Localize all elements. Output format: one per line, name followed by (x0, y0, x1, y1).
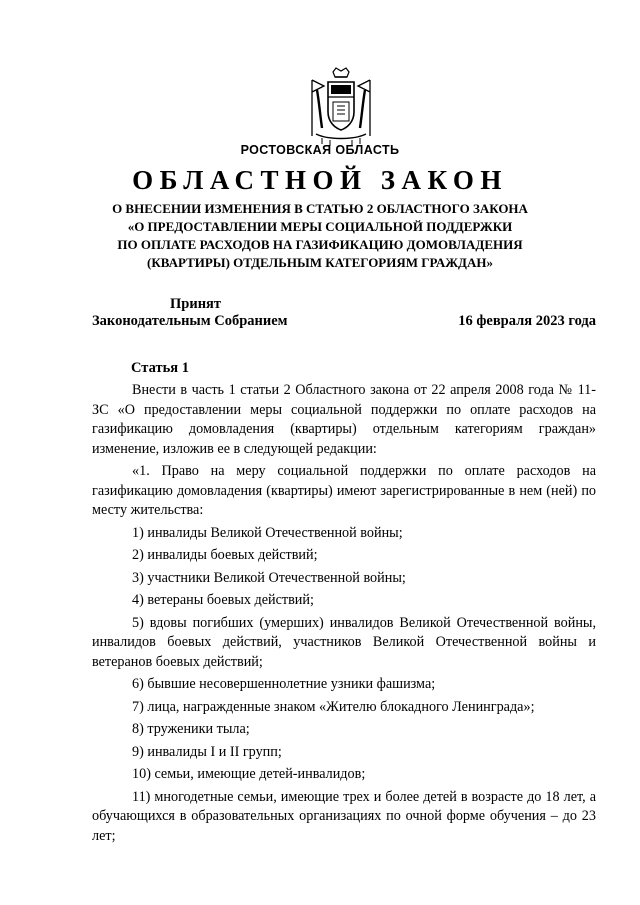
list-item: 1) инвалиды Великой Отечественной войны; (132, 524, 403, 541)
paragraph: «1. Право на меру социальной поддержки по оплате расходов на газификацию домовладения (квартиры) имеют зарегистрированные в нем (ней) по месту жительства: (92, 463, 596, 518)
subtitle-line: ПО ОПЛАТЕ РАСХОДОВ НА ГАЗИФИКАЦИЮ ДОМОВЛАДЕНИЯ (117, 237, 523, 252)
coat-of-arms-icon (300, 66, 382, 148)
subtitle-line: О ВНЕСЕНИИ ИЗМЕНЕНИЯ В СТАТЬЮ 2 ОБЛАСТНОГО ЗАКОНА (112, 201, 528, 216)
adoption-date: 16 февраля 2023 года (458, 313, 596, 329)
article-body (92, 381, 596, 849)
list-item: 8) труженики тыла; (132, 721, 250, 737)
list-item: 2) инвалиды боевых действий; (132, 547, 318, 563)
list-item: 9) инвалиды I и II групп; (132, 743, 282, 760)
adopted-label: Принят (170, 296, 222, 312)
law-title: ОБЛАСТНОЙ ЗАКОН (132, 165, 508, 195)
paragraph: Внести в часть 1 статьи 2 Областного закона от 22 апреля 2008 года № 11-ЗС «О предоставлении меры социальной поддержки по оплате расходов на газификацию домовладения (квартиры) отдельным категориям граждан» изменение, изложив ее в следующей редакции: (92, 382, 596, 457)
list-item: 3) участники Великой Отечественной войны; (132, 569, 406, 586)
list-item: 4) ветераны боевых действий; (132, 592, 314, 608)
list-item: 11) многодетные семьи, имеющие трех и более детей в возрасте до 18 лет, а обучающихся в образовательных организациях по очной форме обучения – до 23 лет; (92, 788, 596, 844)
subtitle-line: «О ПРЕДОСТАВЛЕНИИ МЕРЫ СОЦИАЛЬНОЙ ПОДДЕРЖКИ (127, 219, 513, 234)
article-heading: Статья 1 (131, 360, 189, 376)
adopted-by: Законодательным Собранием (92, 313, 288, 329)
list-item: 6) бывшие несовершеннолетние узники фашизма; (132, 676, 436, 692)
list-item: 7) лица, награжденные знаком «Жителю блокадного Ленинграда»; (132, 698, 535, 715)
law-subtitle (0, 200, 640, 272)
list-item: 5) вдовы погибших (умерших) инвалидов Великой Отечественной войны, инвалидов боевых действий, участников Великой Отечественной войны и ветеранов боевых действий; (92, 614, 596, 670)
region-name: РОСТОВСКАЯ ОБЛАСТЬ (240, 143, 400, 157)
subtitle-line: (КВАРТИРЫ) ОТДЕЛЬНЫМ КАТЕГОРИЯМ ГРАЖДАН» (146, 255, 494, 270)
list-item: 10) семьи, имеющие детей-инвалидов; (132, 766, 366, 782)
